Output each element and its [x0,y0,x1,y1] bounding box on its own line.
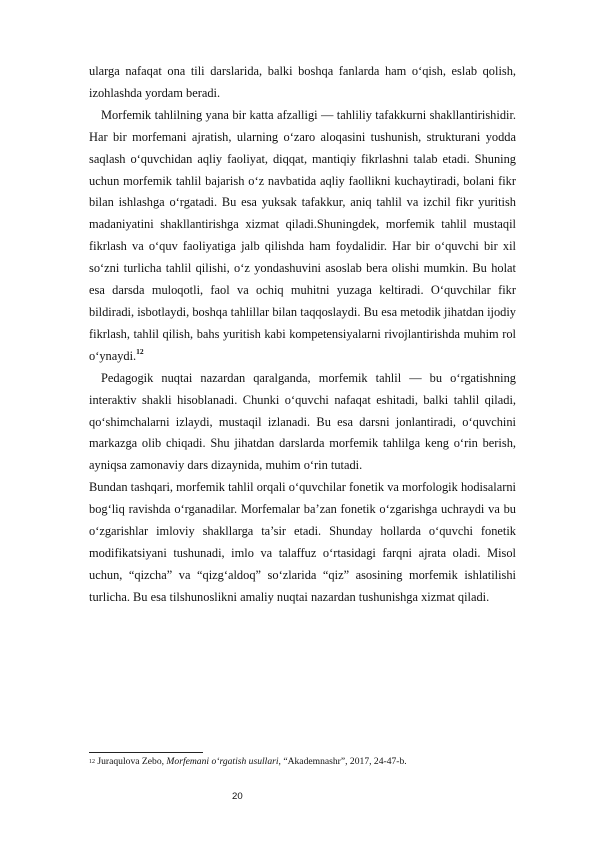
paragraph-text: Morfemik tahlilning yana bir katta afzalligi — tahliliy tafakkurni shakllantirishidir. Har bir morfemani ajratish, ularning o‘zaro aloqasini tushunish, strukturani yodda saqlash o‘quvchidan aqliy faoliyat, diqqat, mantiqiy fikrlashni talab etadi. Shuning uchun morfemik tahlil bajarish o‘z navbatida aqliy faollikni kuchaytiradi, bolani fikr bilan ishlashga o‘rgatadi. Bu esa yuksak tafakkur, aniq tahlil va izchil fikr yuritish madaniyatini shakllantirishga xizmat qiladi.Shuningdek, morfemik tahlil mustaqil fikrlash va o‘quv faoliyatiga jalb qilishda ham foydalidir. Har bir o‘quvchi bir xil so‘zni turlicha tahlil qilishi, o‘z yondashuvini asoslab bera olishi mumkin. Bu holat esa darsda muloqotli, faol va ochiq muhitni yuzaga keltiradi. O‘quvchilar fikr bildiradi, isbotlaydi, boshqa tahlillar bilan taqqoslaydi. Bu esa metodik jihatdan ijodiy fikrlash, tahlil qilish, bahs yuritish kabi kompetensiyalarni rivojlantirishda muhim rol o‘ynaydi. [89,107,516,363]
footnote-title: Morfemani o‘rgatish usullari [166,756,279,767]
paragraph-analytical-thinking [89,105,516,368]
footnote [89,755,519,768]
footnote-divider [89,752,203,753]
paragraph-continuation: ularga nafaqat ona tili darslarida, balki boshqa fanlarda ham o‘qish, eslab qolish, izohlashda yordam beradi. [89,64,516,100]
body-text [89,61,516,609]
footnote-author: Juraqulova Zebo, [97,756,167,767]
footnote-reference[interactable]: 12 [136,346,144,356]
paragraph-pedagogical: Pedagogik nuqtai nazardan qaralganda, morfemik tahlil — bu o‘rgatishning interaktiv shakli hisoblanadi. Chunki o‘quvchi nafaqat eshitadi, balki tahlil qiladi, qo‘shimchalarni izlaydi, mustaqil izlanadi. Bu esa darsni jonlantiradi, o‘quvchini markazga olib chiqadi. Shu jihatdan darslarda morfemik tahlilga keng o‘rin berish, ayniqsa zamonaviy dars dizaynida, muhim o‘rin tutadi. [89,370,516,473]
paragraph-phonetic: Bundan tashqari, morfemik tahlil orqali o‘quvchilar fonetik va morfologik hodisalarni bog‘liq ravishda o‘rganadilar. Morfemalar ba’zan fonetik o‘zgarishga uchraydi va bu o‘zgarishlar imloviy shakllarga ta’sir etadi. Shunday hollarda o‘quvchi fonetik modifikatsiyani tushunadi, imlo va talaffuz o‘rtasidagi farqni ajrata oladi. Misol uchun, “qizcha” va “qizg‘aldoq” so‘zlarida “qiz” asosining morfemik ishlatilishi turlicha. Bu esa tilshunoslikni amaliy nuqtai nazardan tushunishga xizmat qiladi. [89,480,516,604]
footnote-publisher: , “Akademnashr”, 2017, 24-47-b. [278,756,407,767]
page-number: 20 [232,791,243,802]
footnote-marker: 12 [89,759,95,765]
